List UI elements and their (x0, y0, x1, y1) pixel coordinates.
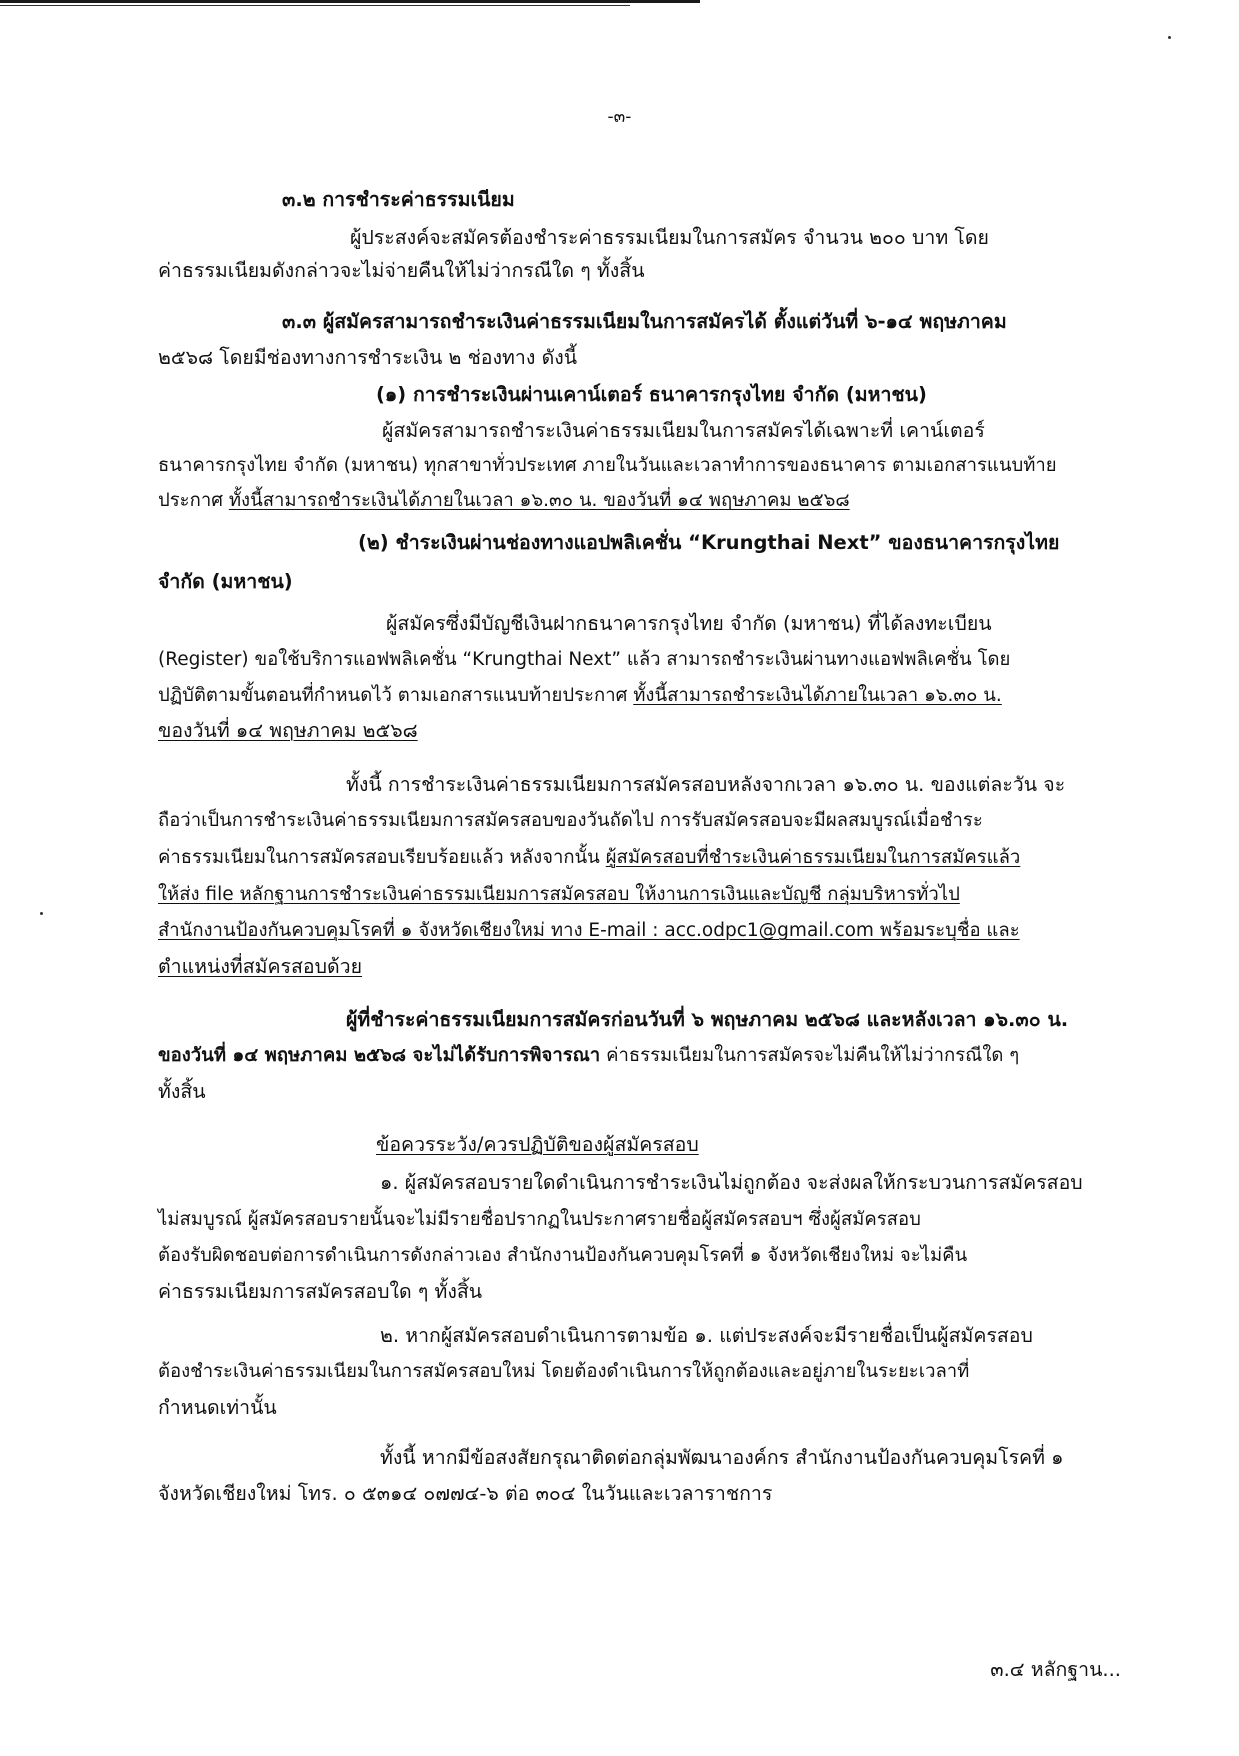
text-plain: ประกาศ (158, 490, 223, 511)
section-heading-fees: ๓.๒ การชำระค่าธรรมเนียม (282, 188, 515, 211)
paragraph-line: ค่าธรรมเนียมการสมัครสอบใด ๆ ทั้งสิ้น (158, 1280, 483, 1303)
deadline-underlined: ของวันที่ ๑๔ พฤษภาคม ๒๕๖๘ (158, 719, 418, 742)
paragraph-line: ทั้งนี้ การชำระเงินค่าธรรมเนียมการสมัครสอบหลังจากเวลา ๑๖.๓๐ น. ของแต่ละวัน จะ (346, 773, 1066, 796)
paragraph-line: ผู้สมัครซึ่งมีบัญชีเงินฝากธนาคารกรุงไทย จำกัด (มหาชน) ที่ได้ลงทะเบียน (386, 612, 992, 635)
text-bold: ของวันที่ ๑๔ พฤษภาคม ๒๕๖๘ จะไม่ได้รับการพิจารณา (158, 1045, 601, 1066)
paragraph-line: ๑. ผู้สมัครสอบรายใดดำเนินการชำระเงินไม่ถูกต้อง จะส่งผลให้กระบวนการสมัครสอบ (380, 1171, 1083, 1194)
paragraph-line: ผู้ประสงค์จะสมัครต้องชำระค่าธรรมเนียมในการสมัคร จำนวน ๒๐๐ บาท โดย (350, 226, 989, 249)
paragraph-line (158, 1041, 1019, 1071)
deadline-underlined: ทั้งนี้สามารถชำระเงินได้ภายในเวลา ๑๖.๓๐ น. ของวันที่ ๑๔ พฤษภาคม ๒๕๖๘ (228, 490, 850, 511)
channel-heading-app-cont: จำกัด (มหาชน) (158, 570, 293, 593)
page-number: -๓- (607, 107, 632, 127)
channel-heading-counter: (๑) การชำระเงินผ่านเคาน์เตอร์ ธนาคารกรุงไทย จำกัด (มหาชน) (376, 383, 927, 406)
paragraph-line: กำหนดเท่านั้น (158, 1396, 277, 1419)
paragraph-line: ธนาคารกรุงไทย จำกัด (มหาชน) ทุกสาขาทั่วประเทศ ภายในวันและเวลาทำการของธนาคาร ตามเอกสารแนบท้าย (158, 455, 1057, 476)
channel-heading-app: (๒) ชำระเงินผ่านช่องทางแอปพลิเคชั่น “Krungthai Next” ของธนาคารกรุงไทย (358, 531, 1060, 554)
paragraph-line: ทั้งนี้ หากมีข้อสงสัยกรุณาติดต่อกลุ่มพัฒนาองค์กร สำนักงานป้องกันควบคุมโรคที่ ๑ (380, 1446, 1064, 1469)
paragraph-line (158, 486, 850, 516)
paragraph-line: ผู้สมัครสามารถชำระเงินค่าธรรมเนียมในการสมัครได้เฉพาะที่ เคาน์เตอร์ (382, 419, 985, 442)
cautions-heading: ข้อควรระวัง/ควรปฏิบัติของผู้สมัครสอบ (376, 1133, 699, 1156)
paragraph-line: ๒. หากผู้สมัครสอบดำเนินการตามข้อ ๑. แต่ประสงค์จะมีรายชื่อเป็นผู้สมัครสอบ (380, 1324, 1033, 1347)
deadline-underlined: ทั้งนี้สามารถชำระเงินได้ภายในเวลา ๑๖.๓๐ น. (633, 685, 1002, 706)
scan-edge-line (0, 0, 700, 3)
text-plain: ค่าธรรมเนียมในการสมัครจะไม่คืนให้ไม่ว่ากรณีใด ๆ (600, 1045, 1020, 1066)
instruction-underlined: สำนักงานป้องกันควบคุมโรคที่ ๑ จังหวัดเชียงใหม่ ทาง E-mail : acc.odpc1@gmail.com พร้อมระบุชื่อ และ (158, 920, 1020, 941)
paragraph-line: ค่าธรรมเนียมดังกล่าวจะไม่จ่ายคืนให้ไม่ว่ากรณีใด ๆ ทั้งสิ้น (158, 259, 645, 282)
paragraph-line (158, 681, 1002, 711)
paragraph-line: ๒๕๖๘ โดยมีช่องทางการชำระเงิน ๒ ช่องทาง ดังนี้ (158, 346, 578, 369)
paragraph-line: (Register) ขอใช้บริการแอฟพลิเคชั่น “Krungthai Next” แล้ว สามารถชำระเงินผ่านทางแอฟพลิเคชั่น โดย (158, 649, 1011, 670)
paragraph-line: ต้องรับผิดชอบต่อการดำเนินการดังกล่าวเอง สำนักงานป้องกันควบคุมโรคที่ ๑ จังหวัดเชียงใหม่ จะไม่คืน (158, 1245, 968, 1266)
next-section-continuation: ๓.๔ หลักฐาน... (990, 1658, 1121, 1681)
section-heading-payment-period: ๓.๓ ผู้สมัครสามารถชำระเงินค่าธรรมเนียมในการสมัครได้ ตั้งแต่วันที่ ๖-๑๔ พฤษภาคม (282, 310, 1007, 333)
paragraph-line: ถือว่าเป็นการชำระเงินค่าธรรมเนียมการสมัครสอบของวันถัดไป การรับสมัครสอบจะมีผลสมบูรณ์เมื่อชำระ (158, 810, 983, 831)
paragraph-line: ทั้งสิ้น (158, 1080, 206, 1103)
scan-edge-line-2 (0, 5, 630, 6)
instruction-underlined: ตำแหน่งที่สมัครสอบด้วย (158, 955, 363, 978)
instruction-underlined: ผู้สมัครสอบที่ชำระเงินค่าธรรมเนียมในการสมัครแล้ว (605, 847, 1021, 868)
scan-speck (40, 912, 43, 915)
scan-speck (1168, 36, 1171, 39)
instruction-underlined: ให้ส่ง file หลักฐานการชำระเงินค่าธรรมเนียมการสมัครสอบ ให้งานการเงินและบัญชี กลุ่มบริหารทั่วไป (158, 884, 960, 905)
text-plain: ค่าธรรมเนียมในการสมัครสอบเรียบร้อยแล้ว หลังจากนั้น (158, 847, 600, 868)
paragraph-line: ไม่สมบูรณ์ ผู้สมัครสอบรายนั้นจะไม่มีรายชื่อปรากฏในประกาศรายชื่อผู้สมัครสอบฯ ซึ่งผู้สมัครสอบ (158, 1209, 921, 1230)
paragraph-line: ต้องชำระเงินค่าธรรมเนียมในการสมัครสอบใหม่ โดยต้องดำเนินการให้ถูกต้องและอยู่ภายในระยะเวลาที่ (158, 1361, 970, 1382)
paragraph-line: ผู้ที่ชำระค่าธรรมเนียมการสมัครก่อนวันที่ ๖ พฤษภาคม ๒๕๖๘ และหลังเวลา ๑๖.๓๐ น. (346, 1008, 1069, 1031)
paragraph-line (158, 843, 1020, 873)
paragraph-line: จังหวัดเชียงใหม่ โทร. ๐ ๕๓๑๔ ๐๗๗๔-๖ ต่อ ๓๐๔ ในวันและเวลาราชการ (158, 1482, 773, 1505)
text-plain: ปฏิบัติตามขั้นตอนที่กำหนดไว้ ตามเอกสารแนบท้ายประกาศ (158, 685, 628, 706)
